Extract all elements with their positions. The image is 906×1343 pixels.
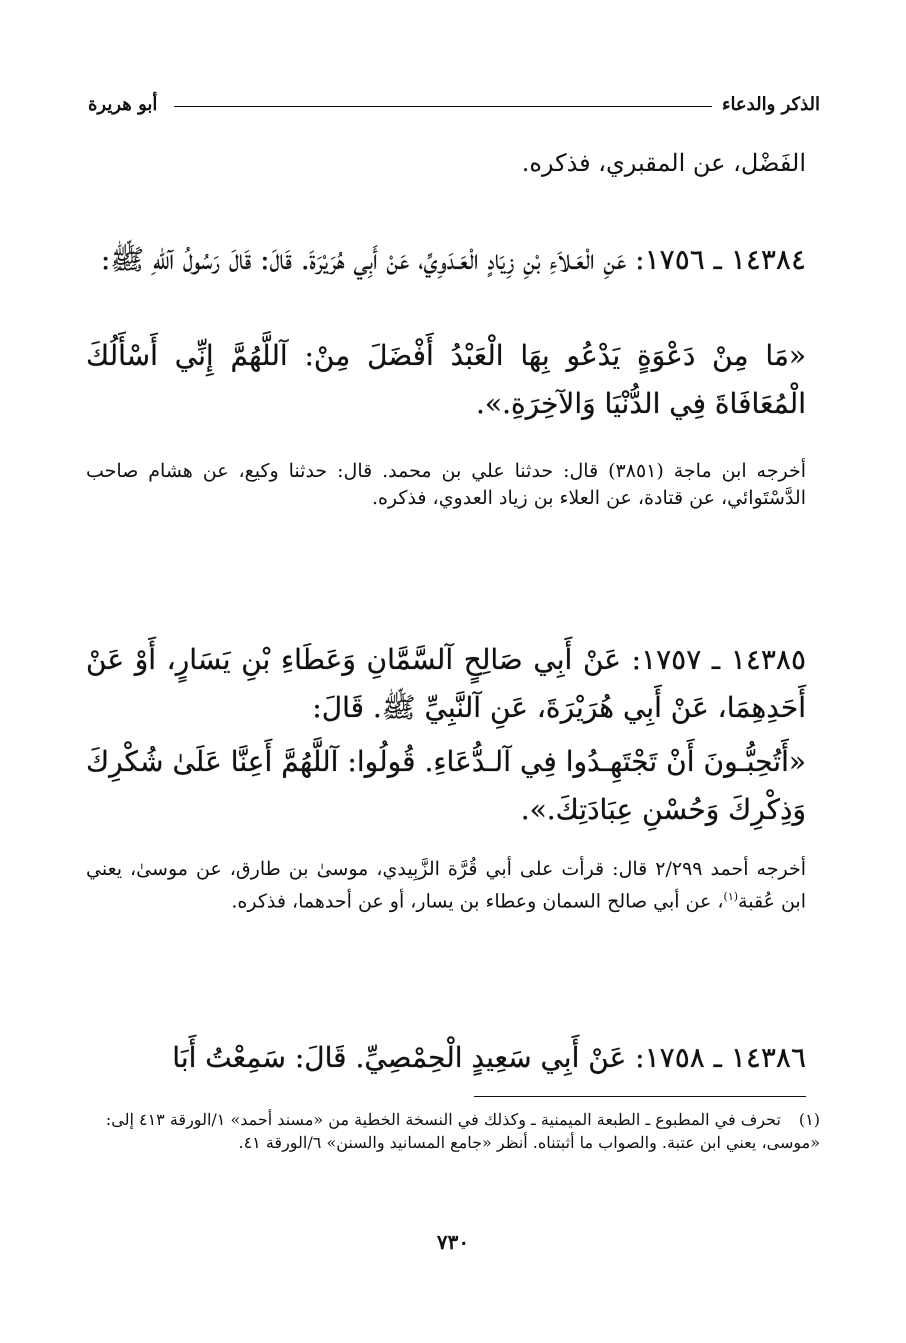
hadith-matn: «أَتُحِبُّـونَ أَنْ تَجْتَهِـدُوا فِي آلـدُّعَاءِ. قُولُوا: آللَّهُمَّ أَعِنَّا عَلَىٰ شُكْرِكَ وَذِكْرِكَ وَحُسْنِ عِبَادَتِكَ.». (86, 745, 806, 826)
footnote-rule (474, 1096, 806, 1097)
footnote-reference[interactable]: (١) (723, 890, 739, 903)
takhrij-text: أخرجه أحمد ٢/٢٩٩ قال: قرأت على أبي قُرَّة الزَّبِيدي، موسىٰ بن طارق، عن موسىٰ، يعني ابن عُقبة (86, 858, 806, 913)
takhrij-text: ، عن أبي صالح السمان وعطاء بن يسار، أو عن أحدهما، فذكره. (231, 890, 724, 913)
header-rule (174, 106, 712, 107)
header-chapter-title: الذكر والدعاء (721, 94, 820, 115)
continuation-text: الفَضْل، عن المقبري، فذكره. (521, 149, 806, 177)
running-header (88, 94, 820, 124)
hadith-matn: «مَا مِنْ دَعْوَةٍ يَدْعُو بِهَا الْعَبْدُ أَفْضَلَ مِنْ: آللَّهُمَّ إِنِّي أَسْأَلُكَ الْمُعَافَاةَ فِي الدُّنْيَا وَالآخِرَةِ.». (86, 339, 806, 420)
footnote-text: تحرف في المطبوع ـ الطبعة الميمنية ـ وكذلك في النسخة الخطية من «مسند أحمد» ١/الورقة ٤١٣ إلى: «موسى، يعني ابن عتبة. والصواب ما أثبتناه. أنظر «جامع المسانيد والسنن» ٦/الورقة ٤١. (105, 1110, 820, 1152)
hadith-takhrij: أخرجه ابن ماجة (٣٨٥١) قال: حدثنا علي بن محمد. قال: حدثنا وكيع، عن هشام صاحب الدَّسْتَوائي، عن قتادة، عن العلاء بن زياد العدوي، فذكره. (86, 460, 806, 509)
hadith-isnad: ١٤٣٨٦ ـ ١٧٥٨: عَنْ أَبِي سَعِيدٍ الْحِمْصِيِّ. قَالَ: سَمِعْتُ أَبَا (172, 1041, 806, 1074)
page-number: ٧٣٠ (436, 1230, 470, 1254)
hadith-isnad: ١٤٣٨٤ ـ ١٧٥٦: عَنِ الْعَـلاَءِ بْنِ زِيَادٍ الْعَـدَوِيِّ، عَنْ أَبِي هُرَيْرَةَ. قَالَ: قَالَ رَسُولُ آللهِ ﷺ: (100, 243, 806, 276)
header-narrator-title: أبو هريرة (88, 94, 158, 115)
hadith-takhrij (86, 856, 806, 915)
footnote-number: (١) (798, 1110, 820, 1129)
footnote (86, 1108, 820, 1154)
hadith-isnad: ١٤٣٨٥ ـ ١٧٥٧: عَنْ أَبِي صَالِحٍ آلسَّمَّانِ وَعَطَاءِ بْنِ يَسَارٍ، أَوْ عَنْ أَحَدِهِمَا، عَنْ أَبِي هُرَيْرَةَ، عَنِ آلنَّبِيِّ ﷺ. قَالَ: (86, 643, 806, 724)
